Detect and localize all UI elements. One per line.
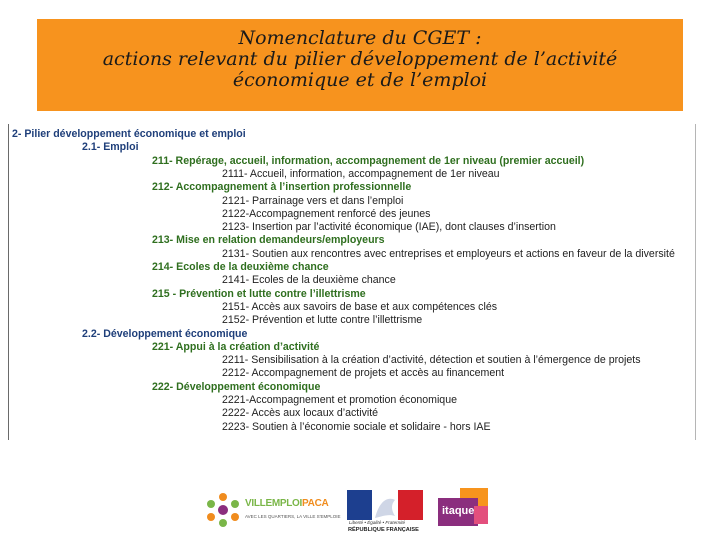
nomenclature-subitem: 2111- Accueil, information, accompagnement de 1er niveau — [222, 167, 500, 180]
nomenclature-action: 214- Ecoles de la deuxième chance — [152, 261, 329, 273]
nomenclature-action: 212- Accompagnement à l’insertion professionnelle — [152, 181, 412, 194]
nomenclature-action: 213- Mise en relation demandeurs/employeurs — [152, 234, 385, 247]
villemploi-emblem-icon — [205, 492, 241, 528]
nomenclature-subitem: 2211- Sensibilisation à la création d’activité, détection et soutien à l’émergence de projets — [222, 354, 641, 367]
nomenclature-subitem: 2222- Accès aux locaux d’activité — [222, 407, 379, 420]
title-banner — [37, 19, 683, 111]
nomenclature-subitem: 2151- Accès aux savoirs de base et aux compétences clés — [222, 300, 498, 313]
nomenclature-subitem: 2122-Accompagnement renforcé des jeunes — [222, 207, 431, 220]
itaque-logo — [438, 488, 490, 528]
villemploi-name-part1: VILLEMPLOI — [245, 498, 303, 509]
nomenclature-section: 2.2- Développement économique — [82, 327, 248, 340]
nomenclature-subitem: 2212- Accompagnement de projets et accès au financement — [222, 367, 505, 380]
nomenclature-section: 2.1- Emploi — [82, 141, 139, 154]
nomenclature-action: 222- Développement économique — [152, 380, 321, 393]
banner-line-1: Nomenclature du CGET : — [238, 27, 482, 49]
villemploi-tagline: AVEC LES QUARTIERS, LA VILLE S'EMPLOIE — [245, 514, 341, 519]
republique-francaise-logo — [347, 490, 423, 534]
villemploi-logo — [205, 492, 341, 528]
republique-motto: Liberté • Égalité • Fraternité — [349, 520, 406, 525]
republique-name: RÉPUBLIQUE FRANÇAISE — [348, 527, 419, 533]
villemploi-name — [245, 498, 328, 509]
banner-title — [37, 28, 683, 91]
banner-line-2: actions relevant du pilier développement de l’activité — [102, 48, 618, 70]
nomenclature-subitem: 2152- Prévention et lutte contre l’illettrisme — [222, 314, 423, 327]
nomenclature-action: 211- Repérage, accueil, information, accompagnement de 1er niveau (premier accueil) — [152, 154, 585, 167]
nomenclature-subitem: 2131- Soutien aux rencontres avec entreprises et employeurs et actions en faveur de la diversité — [222, 247, 675, 260]
itaque-pink-square — [474, 506, 488, 524]
nomenclature-subitem: 2121- Parrainage vers et dans l’emploi — [222, 194, 404, 207]
french-flag-icon — [347, 490, 423, 520]
nomenclature-action: 215 - Prévention et lutte contre l’illettrisme — [152, 287, 366, 300]
nomenclature-subitem: 2221-Accompagnement et promotion économique — [222, 394, 457, 406]
nomenclature-pillar: 2- Pilier développement économique et emploi — [12, 128, 246, 140]
nomenclature-subitem: 2223- Soutien à l’économie sociale et solidaire - hors IAE — [222, 420, 491, 433]
itaque-name: itaque — [442, 505, 475, 517]
nomenclature-table — [8, 124, 696, 440]
nomenclature-subitem: 2141- Ecoles de la deuxième chance — [222, 274, 396, 287]
nomenclature-subitem: 2123- Insertion par l’activité économique (IAE), dont clauses d’insertion — [222, 221, 556, 234]
banner-line-3: économique et de l’emploi — [232, 69, 488, 91]
villemploi-name-part2: PACA — [302, 498, 329, 509]
nomenclature-action: 221- Appui à la création d’activité — [152, 340, 320, 353]
